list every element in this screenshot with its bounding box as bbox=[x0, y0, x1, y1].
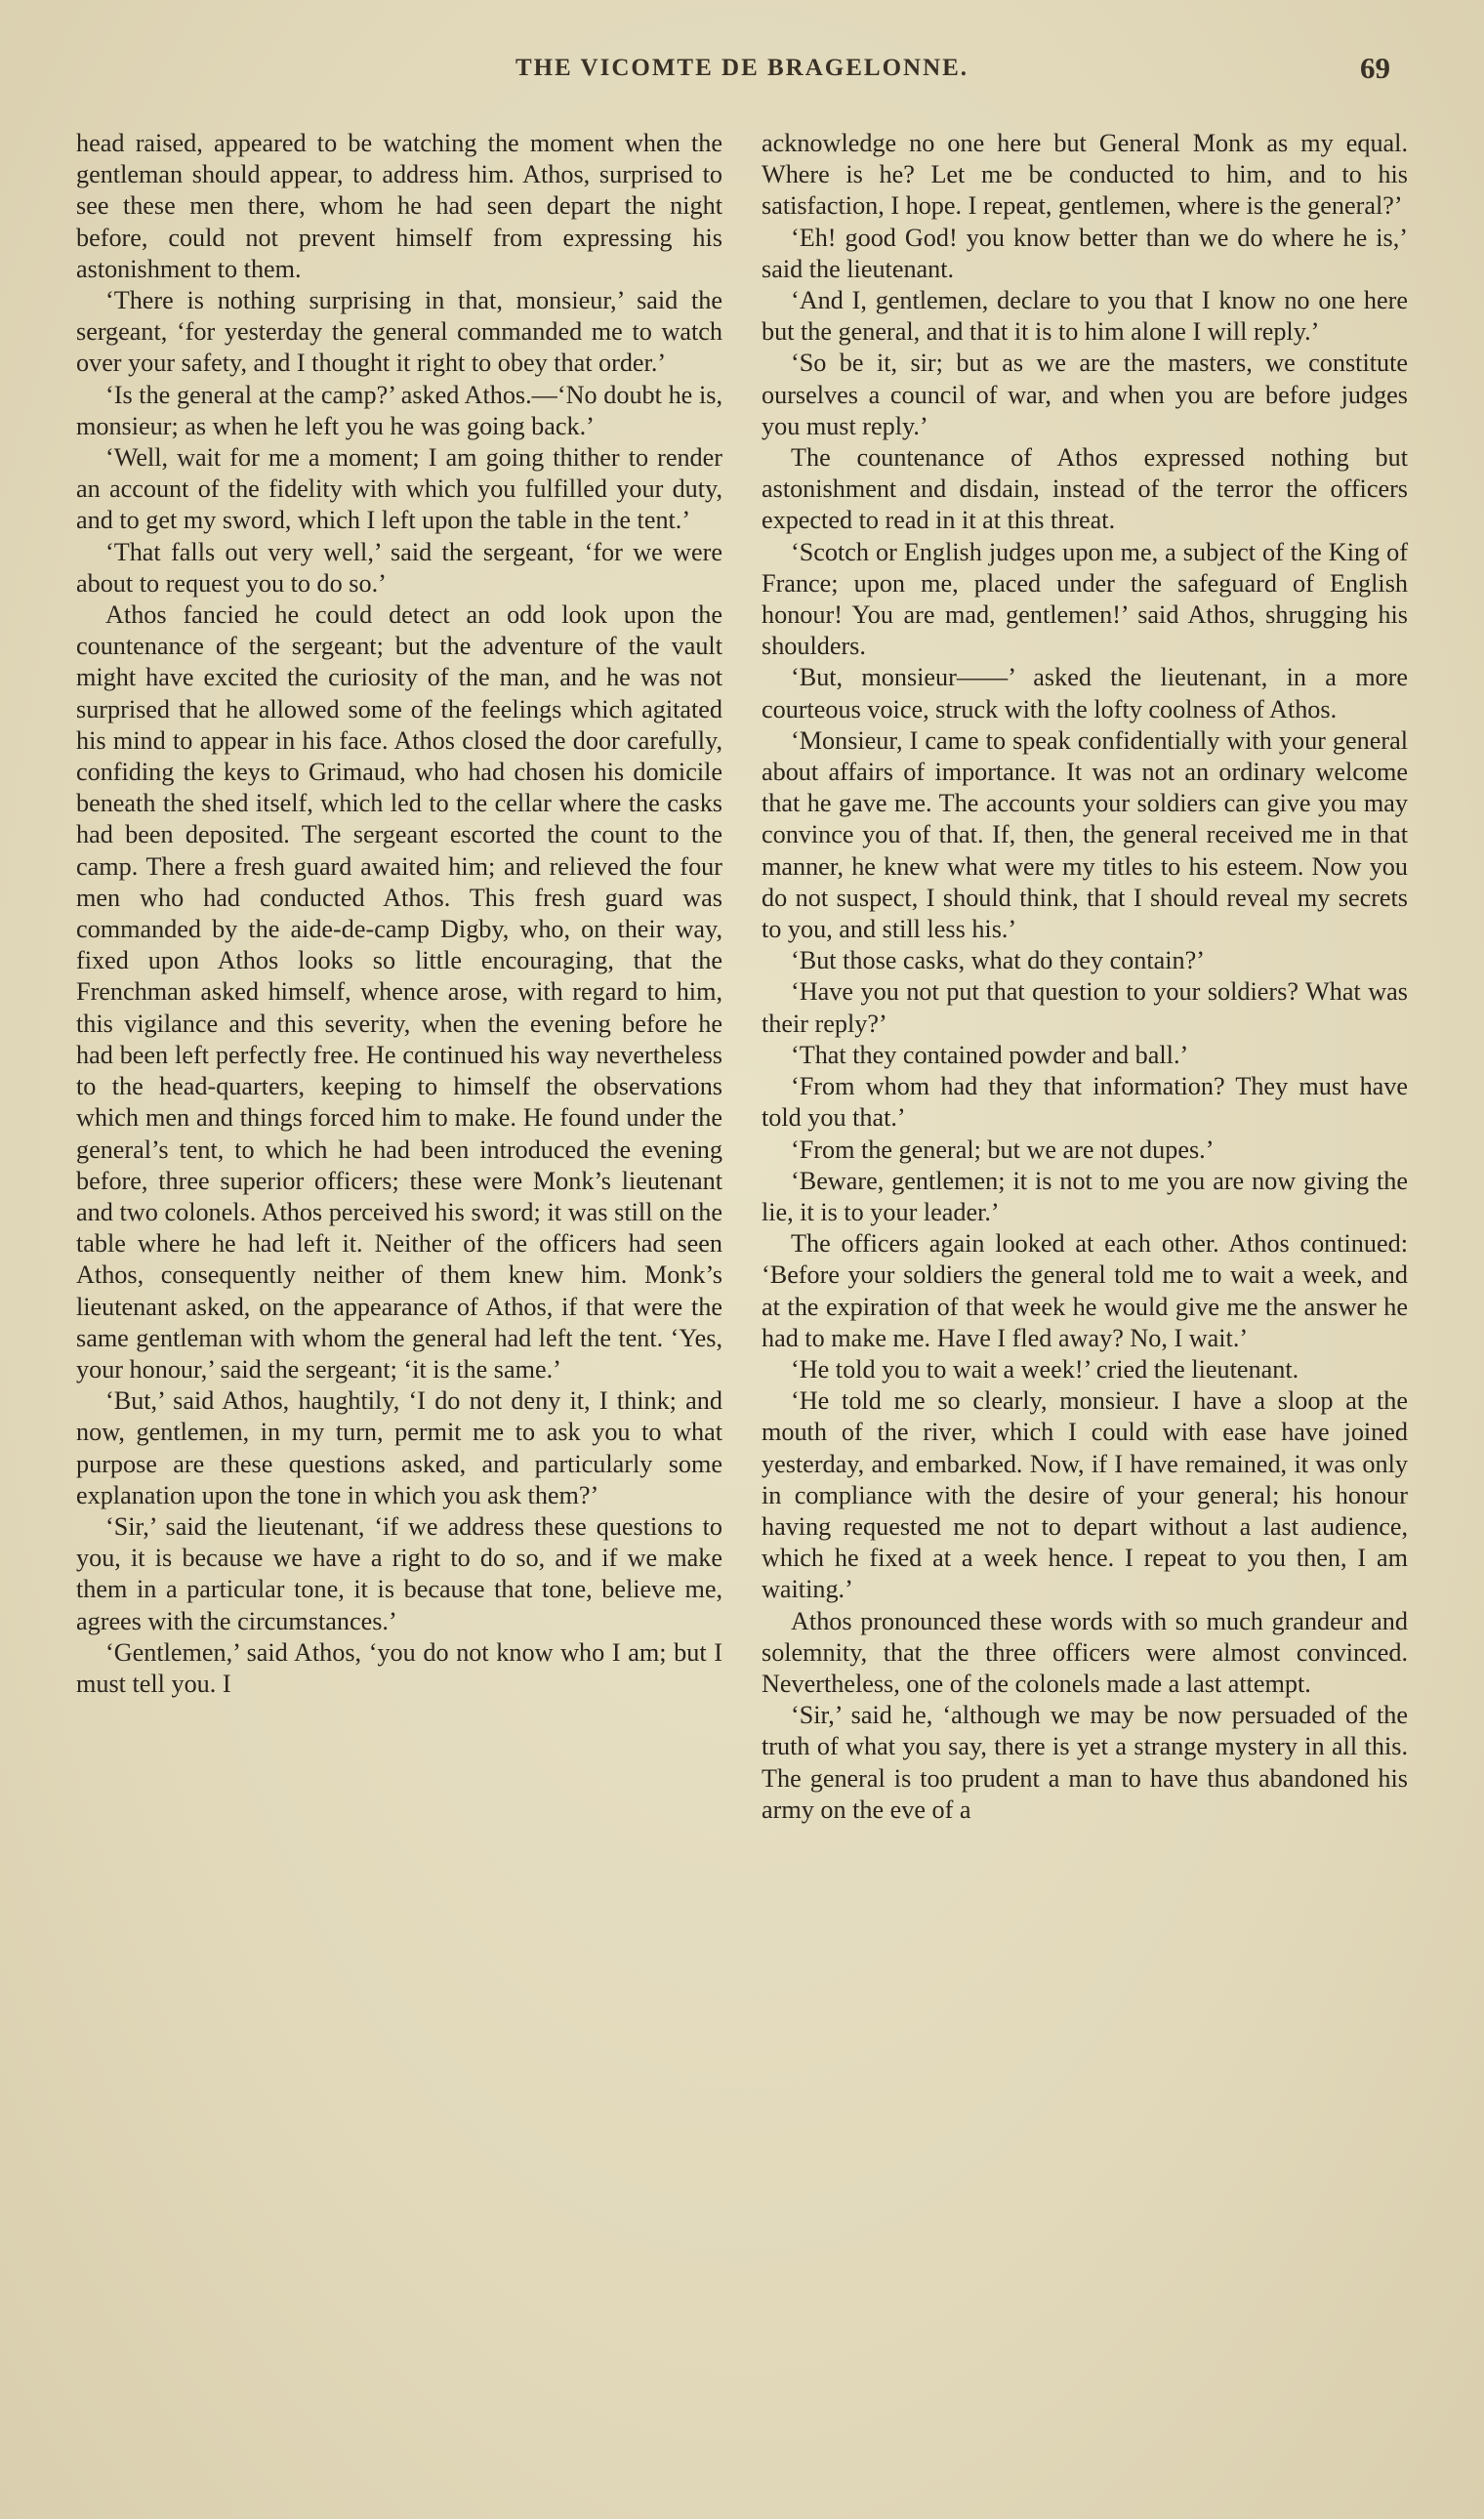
paragraph: ‘Sir,’ said he, ‘although we may be now persuaded of the truth of what you say, there is yet a strange mystery in all this. The general is too prudent a man to have thus abandoned his army on the eve of a bbox=[762, 1701, 1408, 1824]
paragraph: Athos pronounced these words with so much grandeur and solemnity, that the three officers were almost convinced. Nevertheless, one of the colonels made a last attempt. bbox=[762, 1606, 1408, 1698]
paragraph: ‘He told you to wait a week!’ cried the lieutenant. bbox=[791, 1354, 1299, 1383]
paragraph: ‘And I, gentlemen, declare to you that I know no one here but the general, and that it is to him alone I will reply.’ bbox=[762, 286, 1408, 347]
paragraph: acknowledge no one here but General Monk as my equal. Where is he? Let me be conducted to him, and to his satisfaction, I hope. I repeat, gentlemen, where is the general?’ bbox=[762, 129, 1408, 221]
paragraph: ‘But those casks, what do they contain?’ bbox=[791, 946, 1205, 975]
paragraph: ‘Well, wait for me a moment; I am going thither to render an account of the fidelity with which you fulfilled your duty, and to get my sword, which I left upon the table in the tent.’ bbox=[76, 443, 722, 535]
paragraph: ‘Have you not put that question to your soldiers? What was their reply?’ bbox=[762, 977, 1408, 1038]
running-title: THE VICOMTE DE BRAGELONNE. bbox=[515, 55, 969, 81]
paragraph: The countenance of Athos expressed nothing but astonishment and disdain, instead of the terror the officers expected to read in it at this threat. bbox=[762, 443, 1408, 535]
paragraph: ‘So be it, sir; but as we are the masters, we constitute ourselves a council of war, and when you are before judges you must reply.’ bbox=[762, 349, 1408, 440]
paragraph: ‘He told me so clearly, monsieur. I have a sloop at the mouth of the river, which I could with ease have joined yesterday, and embarked. Now, if I have remained, it was only in compliance with the desire of your general; his honour having requested me not to depart without a last audience, which he fixed at a week hence. I repeat to you then, I am waiting.’ bbox=[762, 1386, 1408, 1604]
paragraph: The officers again looked at each other. Athos continued: ‘Before your soldiers the general told me to wait a week, and at the expiration of that week he would give me the answer he had to make me. Have I fled away? No, I wait.’ bbox=[762, 1229, 1408, 1352]
paragraph: ‘But, monsieur——’ asked the lieutenant, in a more courteous voice, struck with the lofty coolness of Athos. bbox=[762, 663, 1408, 723]
paragraph: ‘From the general; but we are not dupes.’ bbox=[791, 1135, 1215, 1164]
paragraph: ‘That they contained powder and ball.’ bbox=[791, 1040, 1189, 1069]
paragraph: ‘From whom had they that information? They must have told you that.’ bbox=[762, 1072, 1408, 1133]
paragraph: ‘There is nothing surprising in that, monsieur,’ said the sergeant, ‘for yesterday the general commanded me to watch over your safety, and I thought it right to obey that order.’ bbox=[76, 286, 722, 378]
paragraph: head raised, appeared to be watching the moment when the gentleman should appear, to address him. Athos, surprised to see these men there, whom he had seen depart the night before, could not prevent himself from expressing his astonishment to them. bbox=[76, 129, 722, 283]
paragraph: ‘Eh! good God! you know better than we do where he is,’ said the lieutenant. bbox=[762, 223, 1408, 283]
right-column bbox=[762, 128, 1408, 1826]
paragraph: ‘But,’ said Athos, haughtily, ‘I do not deny it, I think; and now, gentlemen, in my turn, permit me to ask you to what purpose are these questions asked, and particularly some explanation upon the tone in which you ask them?’ bbox=[76, 1386, 722, 1509]
left-column bbox=[76, 128, 722, 1700]
paragraph: ‘That falls out very well,’ said the sergeant, ‘for we were about to request you to do so.’ bbox=[76, 537, 722, 598]
page-header bbox=[70, 51, 1414, 94]
paragraph: ‘Beware, gentlemen; it is not to me you are now giving the lie, it is to your leader.’ bbox=[762, 1166, 1408, 1226]
paragraph: ‘Is the general at the camp?’ asked Athos.—‘No doubt he is, monsieur; as when he left you he was going back.’ bbox=[76, 380, 722, 440]
paragraph: ‘Scotch or English judges upon me, a subject of the King of France; upon me, placed under the safeguard of English honour! You are mad, gentlemen!’ said Athos, shrugging his shoulders. bbox=[762, 537, 1408, 661]
paragraph: Athos fancied he could detect an odd look upon the countenance of the sergeant; but the adventure of the vault might have excited the curiosity of the man, and he was not surprised that he allowed some of the feelings which agitated his mind to appear in his face. Athos closed the door carefully, confiding the keys to Grimaud, who had chosen his domicile beneath the shed itself, which led to the cellar where the casks had been deposited. The sergeant escorted the count to the camp. There a fresh guard awaited him; and relieved the four men who had conducted Athos. This fresh guard was commanded by the aide-de-camp Digby, who, on their way, fixed upon Athos looks so little encouraging, that the Frenchman asked himself, whence arose, with regard to him, this vigilance and this severity, when the evening before he had been left perfectly free. He continued his way nevertheless to the head-quarters, keeping to himself the observations which men and things forced him to make. He found under the general’s tent, to which he had been introduced the evening before, three superior officers; these were Monk’s lieutenant and two colonels. Athos perceived his sword; it was still on the table where he had left it. Neither of the officers had seen Athos, consequently neither of them knew him. Monk’s lieutenant asked, on the appearance of Athos, if that were the same gentleman with whom the general had left the tent. ‘Yes, your honour,’ said the sergeant; ‘it is the same.’ bbox=[76, 600, 722, 1383]
paragraph: ‘Monsieur, I came to speak confidentially with your general about affairs of importance. It was not an ordinary welcome that he gave me. The accounts your soldiers can give you may convince you of that. If, then, the general received me in that manner, he knew what were my titles to his esteem. Now you do not suspect, I should think, that I should reveal my secrets to you, and still less his.’ bbox=[762, 725, 1408, 944]
paragraph: ‘Gentlemen,’ said Athos, ‘you do not know who I am; but I must tell you. I bbox=[76, 1637, 722, 1698]
paragraph: ‘Sir,’ said the lieutenant, ‘if we address these questions to you, it is because we have a right to do so, and if we make them in a particular tone, it is because that tone, believe me, agrees with the circumstances.’ bbox=[76, 1511, 722, 1635]
page-number: 69 bbox=[1360, 51, 1390, 85]
